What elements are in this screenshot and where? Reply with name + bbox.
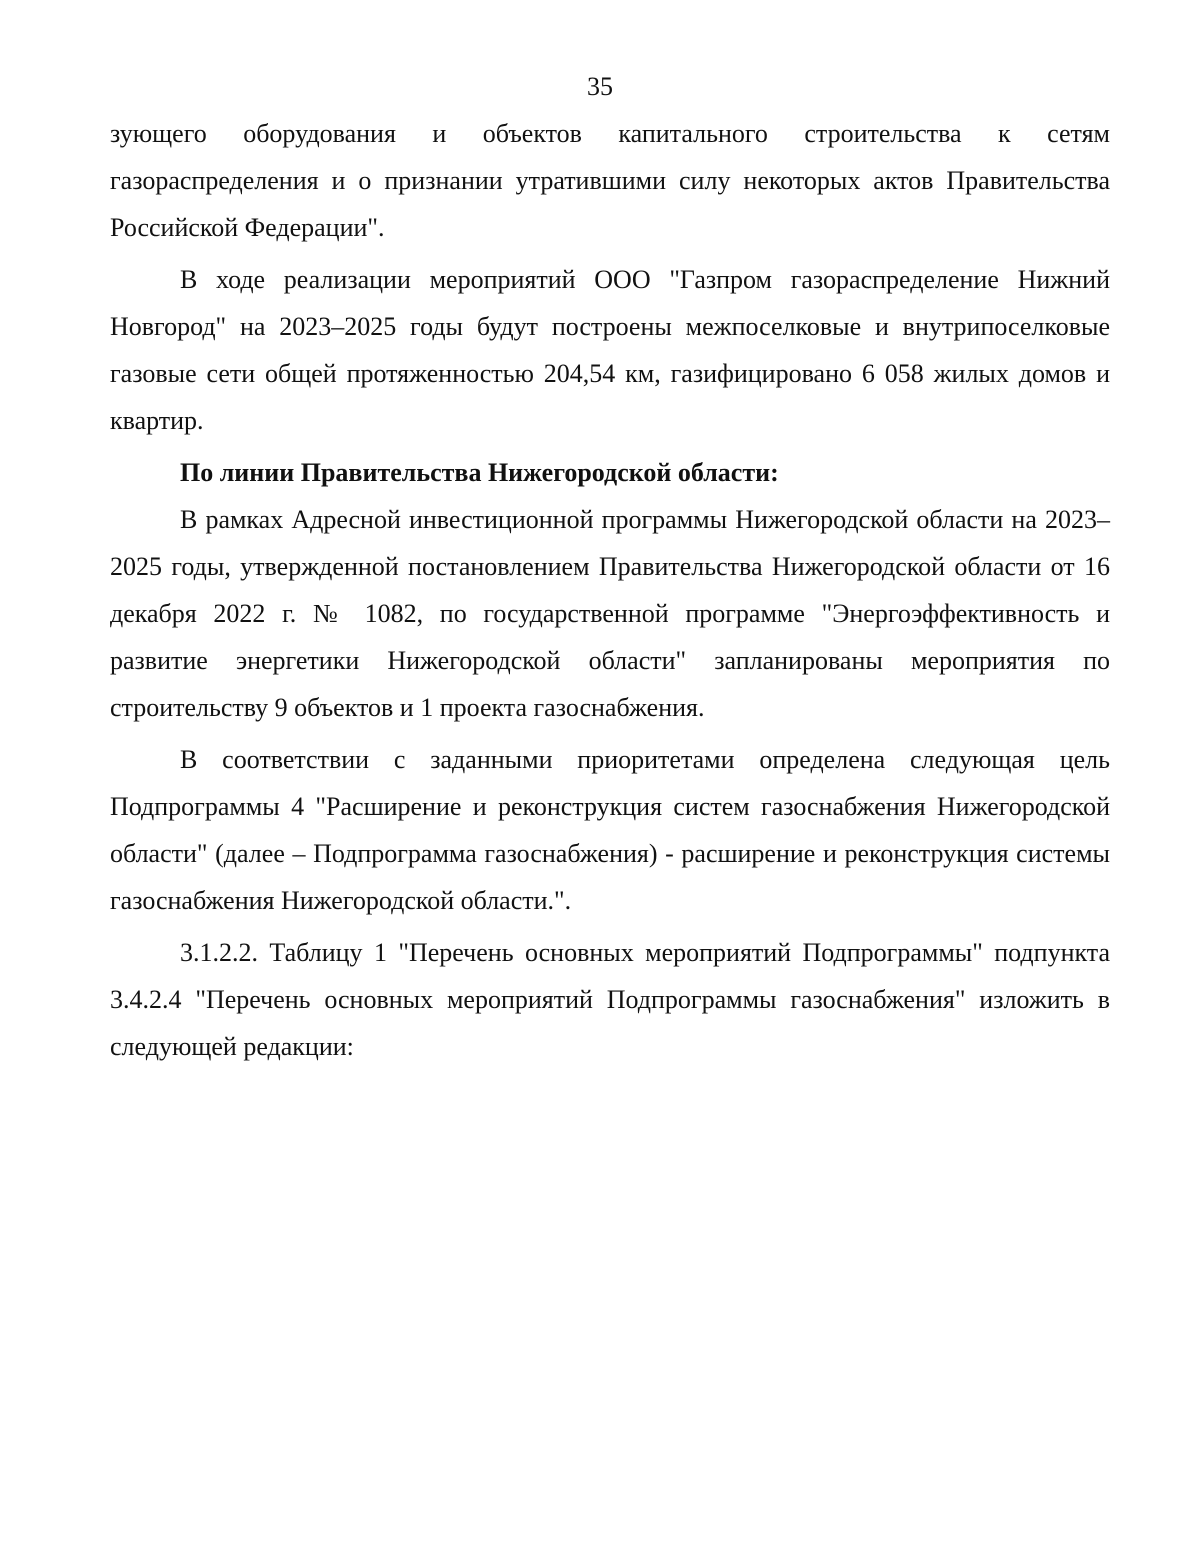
- page-number: 35: [587, 72, 613, 101]
- paragraph-table-amendment: 3.1.2.2. Таблицу 1 "Перечень основных мероприятий Подпрограммы" подпункта 3.4.2.4 "Перечень основных мероприятий Подпрограммы газоснабжения" изложить в следующей редакции:: [110, 938, 1110, 1061]
- paragraph-continuation: зующего оборудования и объектов капитального строительства к сетям газораспределения и о признании утратившими силу некоторых актов Правительства Российской Федерации".: [110, 119, 1110, 242]
- paragraph-subprogram-goal: В соответствии с заданными приоритетами определена следующая цель Подпрограммы 4 "Расширение и реконструкция систем газоснабжения Нижегородской области" (далее – Подпрограмма газоснабжения) - расширение и реконструкция системы газоснабжения Нижегородской области.".: [110, 745, 1110, 915]
- paragraph-investment-program: В рамках Адресной инвестиционной программы Нижегородской области на 2023–2025 годы, утвержденной постановлением Правительства Нижегородской области от 16 декабря 2022 г. № 1082, по государственной программе "Энергоэффективность и развитие энергетики Нижегородской области" запланированы мероприятия по строительству 9 объектов и 1 проекта газоснабжения.: [110, 505, 1110, 722]
- document-body: [110, 110, 1110, 1070]
- section-heading: По линии Правительства Нижегородской области:: [180, 458, 779, 487]
- paragraph-gazprom: В ходе реализации мероприятий ООО "Газпром газораспределение Нижний Новгород" на 2023–2025 годы будут построены межпоселковые и внутрипоселковые газовые сети общей протяженностью 204,54 км, газифицировано 6 058 жилых домов и квартир.: [110, 265, 1110, 435]
